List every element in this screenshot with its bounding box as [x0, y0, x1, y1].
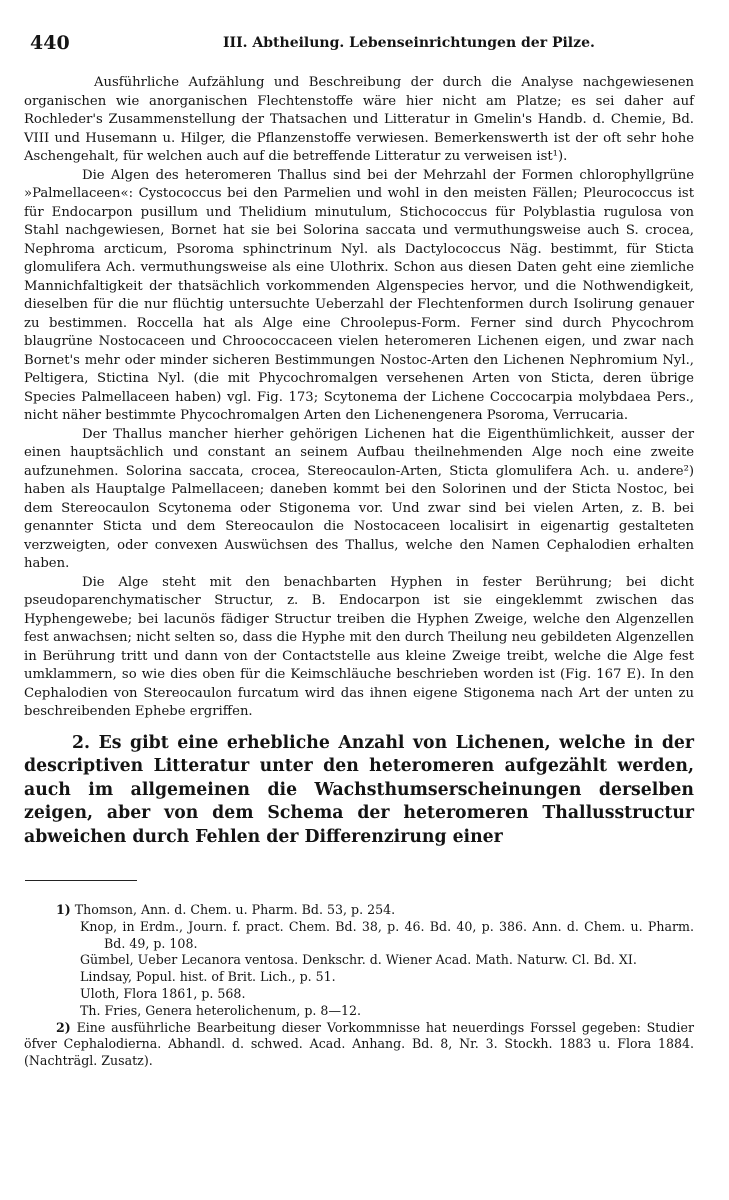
footnote-2 — [24, 1020, 694, 1070]
paragraph-hyphen: Die Alge steht mit den benachbarten Hyphen in fester Berührung; bei dicht pseudoparenchymatischer Structur, z. B. Endocarpon ist sie eingeklemmt zwischen das Hyphengewebe; bei lacunös fädiger Structur treiben die Hyphen Zweige, welche den Algenzellen fest anwachsen; nicht selten so, dass die Hyphe mit den durch Theilung neu gebildeten Algenzellen in Berührung tritt und dann von der Contactstelle aus kleine Zweige treibt, welche die Alge fest umklammern, so wie dies oben für die Keimschläuche beschrieben worden ist (Fig. 167 E). In den Cephalodien von Stereocaulon furcatum wird das ihnen eigene Stigonema nach Art der unten zu beschreibenden Ephebe ergriffen. — [24, 574, 694, 719]
section-2-paragraph: 2. Es gibt eine erhebliche Anzahl von Lichenen, welche in der descriptiven Litteratur unter den heteromeren aufgezählt werden, auch im allgemeinen die Wachsthumserscheinungen derselben zeigen, aber von dem Schema der heteromeren Thallusstructur abweichen durch Fehlen der Differenzirung einer — [24, 732, 694, 847]
footnote-1-entry: Knop, in Erdm., Journ. f. pract. Chem. Bd. 38, p. 46. Bd. 40, p. 386. Ann. d. Chem. u. Pharm. Bd. 49, p. 108. — [80, 918, 694, 951]
footnote-1-marker: 1) — [56, 902, 71, 917]
running-title: III. Abtheilung. Lebenseinrichtungen der Pilze. — [223, 35, 595, 51]
footnote-1-entry: Th. Fries, Genera heterolichenum, p. 8—12. — [80, 1002, 362, 1018]
footnote-1-entry: Gümbel, Ueber Lecanora ventosa. Denkschr. d. Wiener Acad. Math. Naturw. Cl. Bd. XI. — [80, 952, 637, 968]
footnote-1-entry: Lindsay, Popul. hist. of Brit. Lich., p. 51. — [80, 969, 336, 985]
paragraph-thallus: Der Thallus mancher hierher gehörigen Lichenen hat die Eigenthümlichkeit, ausser der einen hauptsächlich und constant an seinem Aufbau theilnehmenden Alge noch eine zweite aufzunehmen. Solorina saccata, crocea, Stereocaulon-Arten, Sticta glomulifera Ach. u. andere²) haben als Hauptalge Palmellaceen; daneben kommt bei den Solorinen und der Sticta Nostoc, bei dem Stereocaulon Scytonema oder Stigonema vor. Und zwar sind bei vielen Arten, z. B. bei genannter Sticta und dem Stereocaulon die Nostocaceen localisirt in eigenartig gestalteten verzweigten, oder convexen Auswüchsen des Thallus, welche den Namen Cephalodien erhalten haben. — [24, 426, 694, 571]
running-header — [30, 32, 700, 54]
footnote-2-text: Eine ausführliche Bearbeitung dieser Vorkommnisse hat neuerdings Forssel gegeben: Studier öfver Cephalodierna. Abhandl. d. schwed. Acad. Anhang. Bd. 8, Nr. 3. Stockh. 1883 u. Flora 1884. (Nachträgl. Zusatz). — [24, 1019, 694, 1069]
page-number: 440 — [30, 32, 70, 54]
paragraph-flechtenstoffe: Ausführliche Aufzählung und Beschreibung der durch die Analyse nachgewiesenen organischen wie anorganischen Flechtenstoffe wäre hier nicht am Platze; es sei daher auf Rochleder's Zusammenstellung der Thatsachen und Litteratur in Gmelin's Handb. d. Chemie, Bd. VIII und Husemann u. Hilger, die Pflanzenstoffe verwiesen. Bemerkenswerth ist der oft sehr hohe Aschengehalt, für welchen auch auf die betreffende Litteratur zu verweisen ist¹). — [24, 75, 694, 164]
footnotes — [24, 902, 694, 1070]
main-text — [24, 74, 694, 867]
footnote-2-marker: 2) — [56, 1019, 71, 1035]
footnote-1-line — [24, 902, 694, 919]
paragraph-algen: Die Algen des heteromeren Thallus sind bei der Mehrzahl der Formen chlorophyllgrüne »Palmellaceen«: Cystococcus bei den Parmelien und wohl in den meisten Fällen; Pleurococcus ist für Endocarpon pusillum und Thelidium minutulum, Stichococcus für Polyblastia rugulosa von Stahl nachgewiesen, Bornet hat sie bei Solorina saccata und vermuthungsweise auch S. crocea, Nephroma arcticum, Psoroma sphinctrinum Nyl. als Dactylococcus Näg. bestimmt, für Sticta glomulifera Ach. vermuthungsweise als eine Ulothrix. Schon aus diesen Daten geht eine ziemliche Mannichfaltigkeit der thatsächlich vorkommenden Algenspecies hervor, und die Nothwendigkeit, dieselben für die nur flüchtig untersuchte Ueberzahl der Flechtenformen durch Isolirung genauer zu bestimmen. Roccella hat als Alge eine Chroolepus-Form. Ferner sind durch Phycochrom blaugrüne Nostocaceen und Chroococcaceen vielen heteromeren Lichenen eigen, und zwar nach Bornet's mehr oder minder sicheren Bestimmungen Nostoc-Arten den Lichenen Nephromium Nyl., Peltigera, Stictina Nyl. (die mit Phycochromalgen versehenen Arten von Sticta, deren übrige Species Palmellaceen haben) vgl. Fig. 173; Scytonema der Lichene Coccocarpia molybdaea Pers., nicht näher bestimmte Phycochromalgen Arten den Lichenengenera Psoroma, Verrucaria. — [24, 167, 694, 423]
footnote-1-entry: Thomson, Ann. d. Chem. u. Pharm. Bd. 53, p. 254. — [74, 902, 396, 917]
footnote-divider — [25, 880, 137, 881]
footnote-1-entry: Uloth, Flora 1861, p. 568. — [80, 985, 246, 1001]
